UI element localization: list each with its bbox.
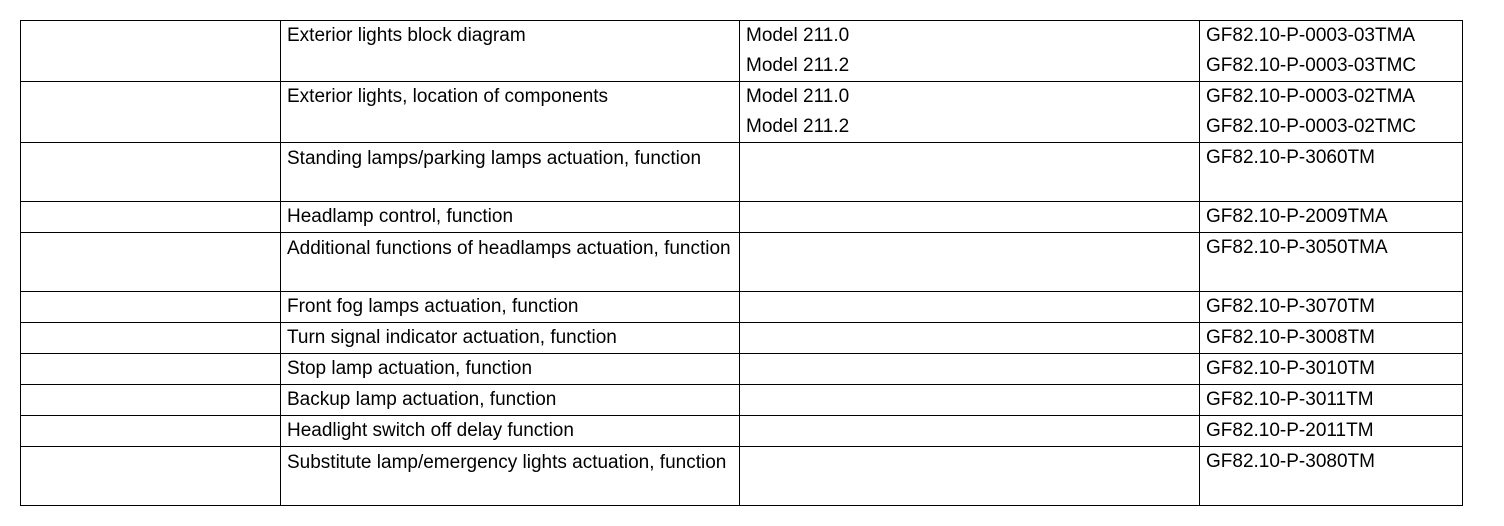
description-text: Exterior lights block diagram	[287, 25, 526, 46]
document-cell	[1200, 416, 1463, 447]
model-cell	[740, 82, 1200, 143]
blank-cell	[21, 447, 281, 506]
table-row	[21, 416, 1463, 447]
model-cell	[740, 202, 1200, 233]
model-text: Model 211.2	[746, 55, 850, 76]
document-link[interactable]: GF82.10-P-3050TMA	[1206, 237, 1388, 258]
document-cell	[1200, 385, 1463, 416]
blank-cell	[21, 143, 281, 202]
table-row	[21, 82, 1463, 143]
description-text: Additional functions of headlamps actuation, function	[287, 238, 731, 259]
model-cell	[740, 21, 1200, 82]
document-cell	[1200, 82, 1463, 143]
document-cell	[1200, 292, 1463, 323]
description-cell	[281, 143, 740, 202]
document-cell	[1200, 323, 1463, 354]
description-cell	[281, 202, 740, 233]
description-cell	[281, 385, 740, 416]
blank-cell	[21, 21, 281, 82]
description-text: Standing lamps/parking lamps actuation, function	[287, 148, 702, 169]
description-cell	[281, 323, 740, 354]
document-link[interactable]: GF82.10-P-3010TM	[1206, 358, 1375, 379]
blank-cell	[21, 354, 281, 385]
model-cell	[740, 354, 1200, 385]
blank-cell	[21, 202, 281, 233]
description-cell	[281, 292, 740, 323]
table-row	[21, 447, 1463, 506]
description-cell	[281, 82, 740, 143]
table-row	[21, 354, 1463, 385]
document-link[interactable]: GF82.10-P-2011TM	[1206, 420, 1374, 441]
description-text: Exterior lights, location of components	[287, 86, 609, 107]
model-text: Model 211.0	[746, 25, 850, 46]
document-link[interactable]: GF82.10-P-3080TM	[1206, 451, 1375, 472]
description-text: Backup lamp actuation, function	[287, 389, 557, 410]
description-text: Front fog lamps actuation, function	[287, 296, 579, 317]
description-cell	[281, 21, 740, 82]
model-cell	[740, 143, 1200, 202]
table-row	[21, 323, 1463, 354]
document-link[interactable]: GF82.10-P-0003-02TMC	[1206, 116, 1417, 137]
description-cell	[281, 416, 740, 447]
blank-cell	[21, 292, 281, 323]
document-link[interactable]: GF82.10-P-2009TMA	[1206, 206, 1388, 227]
document-link[interactable]: GF82.10-P-3070TM	[1206, 296, 1375, 317]
blank-cell	[21, 385, 281, 416]
description-cell	[281, 354, 740, 385]
table-row	[21, 21, 1463, 82]
description-cell	[281, 233, 740, 292]
model-cell	[740, 416, 1200, 447]
reference-table	[20, 20, 1463, 506]
description-text: Headlight switch off delay function	[287, 420, 574, 441]
table-row	[21, 143, 1463, 202]
document-cell	[1200, 233, 1463, 292]
description-text: Substitute lamp/emergency lights actuation, function	[287, 452, 727, 473]
table-row	[21, 292, 1463, 323]
model-cell	[740, 292, 1200, 323]
document-cell	[1200, 143, 1463, 202]
model-text: Model 211.0	[746, 86, 850, 107]
document-cell	[1200, 447, 1463, 506]
document-link[interactable]: GF82.10-P-0003-03TMA	[1206, 25, 1416, 46]
document-cell	[1200, 354, 1463, 385]
document-link[interactable]: GF82.10-P-3011TM	[1206, 389, 1374, 410]
description-text: Turn signal indicator actuation, function	[287, 327, 617, 348]
blank-cell	[21, 416, 281, 447]
blank-cell	[21, 233, 281, 292]
table-row	[21, 202, 1463, 233]
document-cell	[1200, 21, 1463, 82]
document-link[interactable]: GF82.10-P-3008TM	[1206, 327, 1375, 348]
description-text: Headlamp control, function	[287, 206, 514, 227]
model-text: Model 211.2	[746, 116, 850, 137]
description-text: Stop lamp actuation, function	[287, 358, 533, 379]
model-cell	[740, 233, 1200, 292]
table-row	[21, 385, 1463, 416]
blank-cell	[21, 323, 281, 354]
model-cell	[740, 323, 1200, 354]
document-link[interactable]: GF82.10-P-0003-02TMA	[1206, 86, 1416, 107]
document-cell	[1200, 202, 1463, 233]
description-cell	[281, 447, 740, 506]
blank-cell	[21, 82, 281, 143]
model-cell	[740, 385, 1200, 416]
document-link[interactable]: GF82.10-P-3060TM	[1206, 147, 1375, 168]
model-cell	[740, 447, 1200, 506]
table-row	[21, 233, 1463, 292]
document-link[interactable]: GF82.10-P-0003-03TMC	[1206, 55, 1417, 76]
